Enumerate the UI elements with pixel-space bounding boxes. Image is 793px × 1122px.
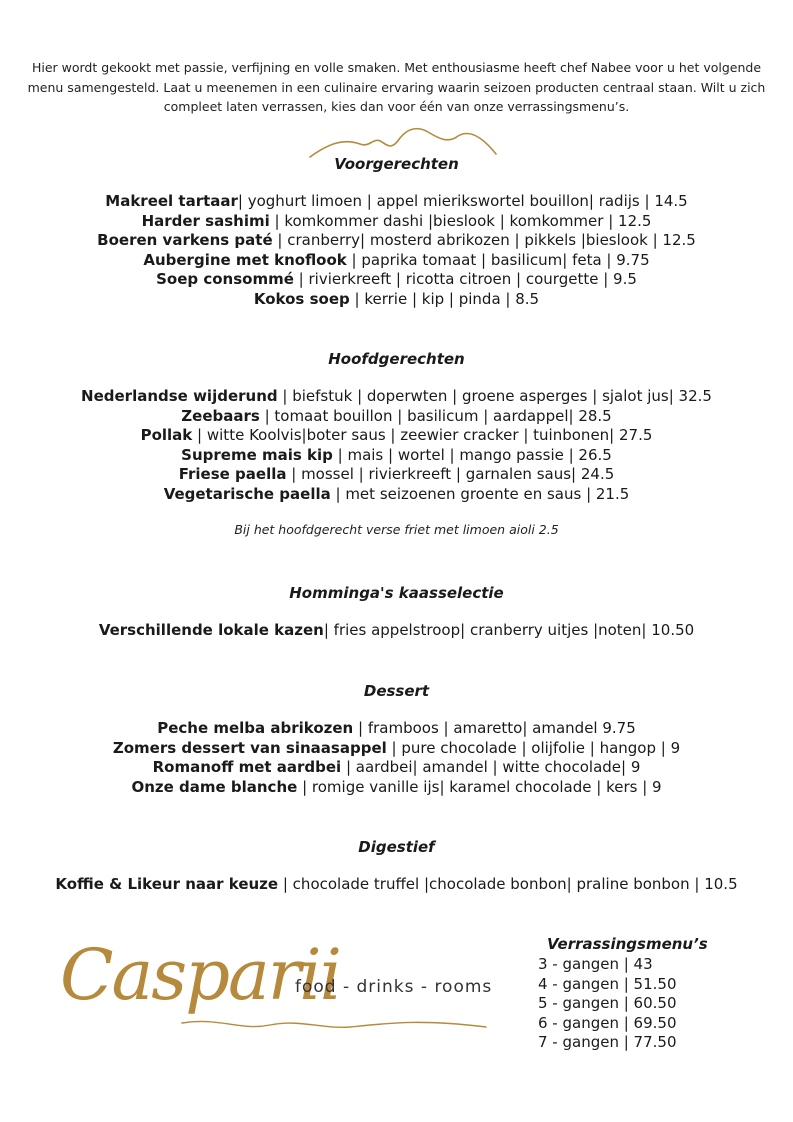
dish-desc: | fries appelstroop| cranberry uitjes |noten| 10.50: [323, 621, 695, 639]
dish-name: Kokos soep: [253, 289, 350, 308]
menu-item: [0, 485, 793, 505]
verrassingsmenu-item: 3 - gangen | 43: [538, 955, 653, 973]
menu-item: [0, 719, 793, 739]
intro-line: compleet laten verrassen, kies dan voor één van onze verrassingsmenu’s.: [163, 99, 630, 114]
dish-desc: | witte Koolvis|boter saus | zeewier cracker | tuinbonen| 27.5: [192, 426, 653, 445]
dish-name: Harder sashimi: [141, 211, 270, 230]
dish-desc: | tomaat bouillon | basilicum | aardappel| 28.5: [259, 406, 612, 425]
section-hoofdgerechten: [0, 350, 793, 537]
dish-desc: | rivierkreeft | ricotta citroen | courgette | 9.5: [293, 270, 637, 289]
dish-name: Soep consommé: [156, 270, 294, 289]
dish-name: Supreme mais kip: [181, 445, 333, 464]
dish-desc: | mossel | rivierkreeft | garnalen saus| 24.5: [286, 465, 615, 484]
verrassingsmenu-box: [538, 935, 768, 1053]
menu-item: [0, 739, 793, 759]
logo-underline-flourish: [180, 1013, 490, 1037]
intro-line: menu samengesteld. Laat u meenemen in een culinaire ervaring waarin seizoen producten centraal staan. Wilt u zich: [27, 79, 766, 95]
logo-tagline: food - drinks - rooms: [295, 977, 493, 997]
dish-desc: | cranberry| mosterd abrikozen | pikkels |bieslook | 12.5: [272, 231, 696, 250]
menu-item: [0, 192, 793, 212]
verrassingsmenu-item: 7 - gangen | 77.50: [538, 1033, 677, 1052]
dish-desc: | chocolade truffel |chocolade bonbon| praline bonbon | 10.5: [278, 875, 738, 893]
verrassingsmenu-item: 4 - gangen | 51.50: [538, 974, 677, 993]
casparii-logo: [60, 925, 510, 1045]
dish-desc: | romige vanille ijs| karamel chocolade | kers | 9: [297, 777, 662, 796]
menu-item: [0, 212, 793, 232]
section-voorgerechten: [0, 155, 793, 310]
verrassingsmenu-item: 6 - gangen | 69.50: [538, 1013, 677, 1032]
dish-name: Koffie & Likeur naar keuze: [55, 875, 279, 893]
dish-desc: | pure chocolade | olijfolie | hangop | 9: [386, 738, 681, 757]
dish-name: Vegetarische paella: [163, 484, 331, 503]
dish-desc: | aardbei| amandel | witte chocolade| 9: [341, 758, 641, 777]
menu-item: [0, 465, 793, 485]
dish-name: Pollak: [140, 426, 193, 445]
intro-line: Hier wordt gekookt met passie, verfijning en volle smaken. Met enthousiasme heeft chef Nabee voor u het volgende: [31, 60, 762, 75]
dish-name: Verschillende lokale kazen: [98, 621, 324, 639]
menu-item: [0, 231, 793, 251]
dish-name: Onze dame blanche: [131, 777, 298, 796]
dish-name: Zeebaars: [181, 406, 260, 425]
dish-name: Zomers dessert van sinaasappel: [112, 738, 387, 757]
dish-name: Boeren varkens paté: [97, 231, 273, 250]
menu-item: [0, 251, 793, 271]
intro-text: [10, 58, 783, 117]
dish-name: Romanoff met aardbei: [152, 758, 342, 777]
menu-item: [0, 387, 793, 407]
dish-desc: | mais | wortel | mango passie | 26.5: [332, 445, 612, 464]
menu-item: [0, 290, 793, 310]
dish-desc: | kerrie | kip | pinda | 8.5: [349, 289, 540, 308]
section-title: Dessert: [363, 682, 430, 700]
menu-item: [0, 426, 793, 446]
section-title: Hoofdgerechten: [328, 350, 465, 368]
dish-desc: | framboos | amaretto| amandel 9.75: [353, 719, 636, 737]
dish-name: Nederlandse wijderund: [81, 387, 278, 405]
menu-item: [0, 407, 793, 427]
section-title: Voorgerechten: [334, 155, 459, 173]
dish-name: Friese paella: [178, 465, 287, 484]
dish-name: Aubergine met knoflook: [143, 250, 347, 269]
section-dessert: [0, 682, 793, 797]
section-title: Homminga's kaasselectie: [289, 584, 504, 602]
logo-script: Casparii: [60, 934, 340, 1016]
menu-item: [0, 446, 793, 466]
section-kaasselectie: [0, 584, 793, 641]
dish-desc: | paprika tomaat | basilicum| feta | 9.75: [346, 250, 650, 269]
dish-name: Makreel tartaar: [105, 192, 238, 210]
verrassingsmenu-item: 5 - gangen | 60.50: [538, 994, 677, 1013]
dish-desc: | komkommer dashi |bieslook | komkommer | 12.5: [269, 211, 652, 230]
dish-name: Peche melba abrikozen: [157, 719, 354, 737]
menu-item: [0, 875, 793, 895]
menu-item: [0, 758, 793, 778]
section-digestief: [0, 838, 793, 895]
menu-item: [0, 270, 793, 290]
section-title: Digestief: [358, 838, 435, 856]
dish-desc: | yoghurt limoen | appel mierikswortel bouillon| radijs | 14.5: [237, 192, 688, 210]
side-dish-note: Bij het hoofdgerecht verse friet met limoen aioli 2.5: [234, 521, 559, 537]
dish-desc: | biefstuk | doperwten | groene asperges | sjalot jus| 32.5: [277, 387, 712, 405]
menu-item: [0, 621, 793, 641]
dish-desc: | met seizoenen groente en saus | 21.5: [330, 484, 630, 503]
verrassingsmenu-title: Verrassingsmenu’s: [547, 935, 708, 953]
menu-item: [0, 778, 793, 798]
